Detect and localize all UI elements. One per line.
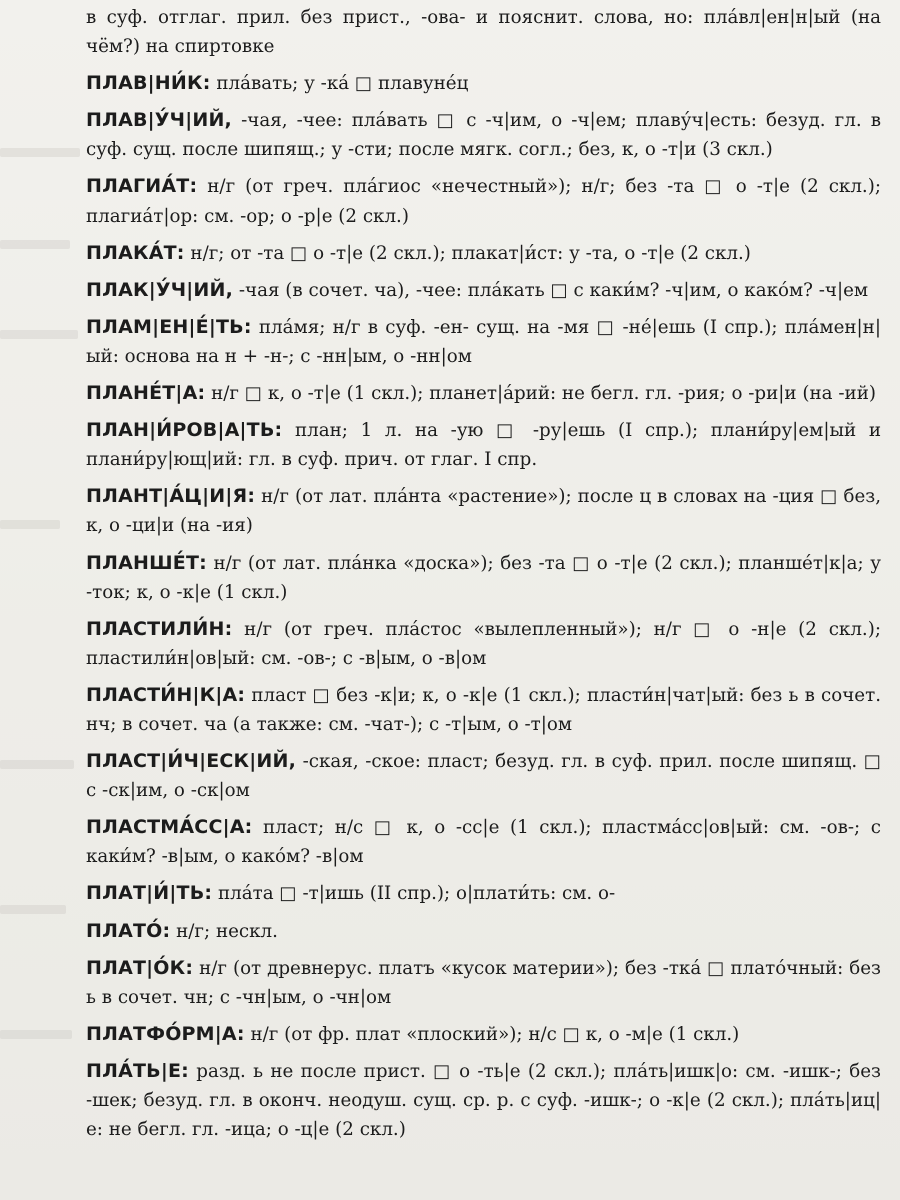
headword: ПЛАТ|И́|ТЬ:: [86, 882, 213, 905]
dictionary-entry: [86, 681, 881, 739]
entry-text: н/г (от лат. пла́нта «растение»); после ц в словах на -ция □ без, к, о -ци|и (на -ия): [86, 486, 881, 537]
dictionary-entry: [86, 313, 881, 371]
headword: ПЛАСТМА́СС|А:: [86, 816, 253, 839]
headword: ПЛАГИА́Т:: [86, 175, 198, 198]
dictionary-entry: [86, 3, 881, 61]
entry-text: н/г; от -та □ о -т|е (2 скл.); плакат|и́ст: у -та, о -т|е (2 скл.): [190, 242, 751, 264]
dictionary-entry: [86, 917, 881, 946]
headword: ПЛАНТ|А́Ц|И|Я:: [86, 485, 256, 508]
entry-text: план; 1 л. на -ую □ -ру|ешь (I спр.); плани́ру|ем|ый и плани́ру|ющ|ий: гл. в суф. прич. от глаг. I спр.: [86, 420, 881, 471]
entry-text: пла́та □ -т|ишь (II спр.); о|плати́ть: см. о-: [217, 883, 616, 905]
headword: ПЛАМ|ЕН|Е́|ТЬ:: [86, 315, 252, 338]
dictionary-entry: [86, 239, 881, 268]
dictionary-entry: [86, 482, 881, 540]
entry-text: н/г (от фр. плат «плоский»); н/с □ к, о -м|е (1 скл.): [250, 1023, 740, 1045]
entry-text: н/г (от греч. пла́гиос «нечестный»); н/г; без -та □ о -т|е (2 скл.); плагиа́т|ор: см. -ор; о -р|е (2 скл.): [86, 176, 881, 227]
headword: ПЛАВ|НИ́К:: [86, 72, 211, 95]
dictionary-entry: [86, 549, 881, 607]
headword: ПЛАСТ|И́Ч|ЕСК|ИЙ,: [86, 750, 297, 773]
headword: ПЛАТО́:: [86, 919, 171, 942]
entry-text: пласт; н/с □ к, о -сс|е (1 скл.); пластма́сс|ов|ый: см. -ов-; с каки́м? -в|ым, о како́м? -в|ом: [86, 817, 881, 868]
entry-text: -чая (в сочет. ча), -чее: пла́кать □ с каки́м? -ч|им, о како́м? -ч|ем: [238, 279, 869, 301]
headword: ПЛАНЕ́Т|А:: [86, 382, 206, 405]
headword: ПЛАН|И́РОВ|А|ТЬ:: [86, 419, 283, 442]
entry-text: н/г; нескл.: [176, 920, 278, 942]
headword: ПЛАСТИ́Н|К|А:: [86, 683, 246, 706]
headword: ПЛАСТИЛИ́Н:: [86, 617, 233, 640]
dictionary-entry: [86, 172, 881, 230]
headword: ПЛАТ|О́К:: [86, 956, 194, 979]
dictionary-entry: [86, 615, 881, 673]
dictionary-entry: [86, 416, 881, 474]
entry-text: н/г □ к, о -т|е (1 скл.); планет|а́рий: не бегл. гл. -рия; о -ри|и (на -ий): [211, 383, 876, 405]
dictionary-entry: [86, 813, 881, 871]
headword: ПЛАТФО́РМ|А:: [86, 1022, 245, 1045]
entry-text: н/г (от греч. пла́стос «вылепленный»); н/г □ о -н|е (2 скл.); пластили́н|ов|ый: см. -ов-; с -в|ым, о -в|ом: [86, 618, 881, 669]
dictionary-column: [86, 3, 881, 1152]
entry-text: разд. ь не после прист. □ о -ть|е (2 скл.); пла́ть|ишк|о: см. -ишк-; без -шек; безуд. гл. в оконч. неодуш. сущ. ср. р. с суф. -ишк-; о -к|е (2 скл.); пла́ть|иц|е: не бегл. гл. -ица; о -ц|е (2 скл.): [86, 1060, 881, 1141]
headword: ПЛАНШЕ́Т:: [86, 551, 207, 574]
entry-text: пла́вать; у -ка́ □ плавуне́ц: [216, 73, 469, 95]
dictionary-entry: [86, 879, 881, 908]
dictionary-entry: [86, 106, 881, 164]
dictionary-entry: [86, 1057, 881, 1144]
dictionary-entry: [86, 379, 881, 408]
dictionary-entry: [86, 747, 881, 805]
headword: ПЛА́ТЬ|Е:: [86, 1059, 189, 1082]
entry-text: -ская, -ское: пласт; безуд. гл. в суф. прил. после шипящ. □ с -ск|им, о -ск|ом: [86, 751, 881, 802]
headword: ПЛАКА́Т:: [86, 241, 185, 264]
headword: ПЛАК|У́Ч|ИЙ,: [86, 278, 234, 301]
entry-text: пласт □ без -к|и; к, о -к|е (1 скл.); пласти́н|чат|ый: без ь в сочет. нч; в сочет. ча (а также: см. -чат-); с -т|ым, о -т|ом: [86, 684, 881, 735]
entry-text: в суф. отглаг. прил. без прист., -ова- и пояснит. слова, но: пла́вл|ен|н|ый (на чём?) на спиртовке: [86, 7, 881, 58]
entry-text: пла́мя; н/г в суф. -ен- сущ. на -мя □ -не́|ешь (I спр.); пла́мен|н|ый: основа на н + -н-; с -нн|ым, о -нн|ом: [86, 316, 881, 367]
entry-text: н/г (от лат. пла́нка «доска»); без -та □ о -т|е (2 скл.); планше́т|к|а; у -ток; к, о -к|е (1 скл.): [86, 552, 881, 603]
entry-text: -чая, -чее: пла́вать □ с -ч|им, о -ч|ем; плаву́ч|есть: безуд. гл. в суф. сущ. после шипящ.; у -сти; после мягк. согл.; без, к, о -т|и (3 скл.): [86, 110, 881, 161]
dictionary-entry: [86, 1020, 881, 1049]
dictionary-entry: [86, 276, 881, 305]
entry-text: н/г (от древнерус. платъ «кусок материи»); без -тка́ □ плато́чный: без ь в сочет. чн; с -чн|ым, о -чн|ом: [86, 957, 881, 1008]
dictionary-entry: [86, 69, 881, 98]
headword: ПЛАВ|У́Ч|ИЙ,: [86, 109, 232, 132]
dictionary-entry: [86, 954, 881, 1012]
